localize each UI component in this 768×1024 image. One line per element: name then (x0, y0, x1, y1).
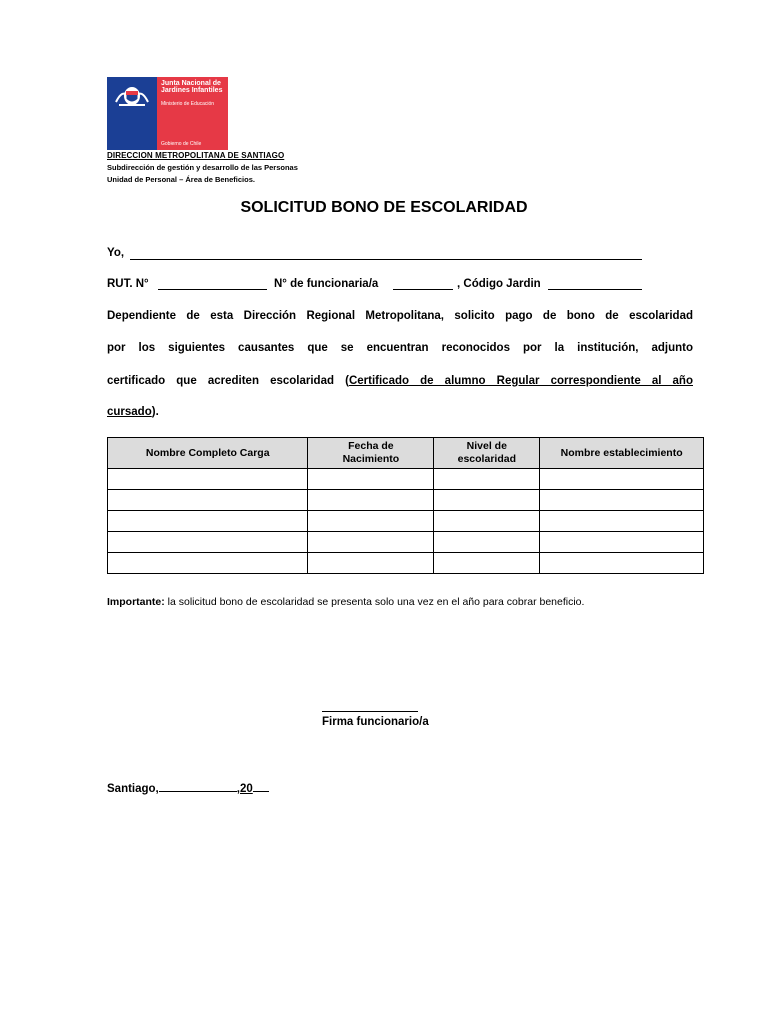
logo-blue-block (107, 77, 157, 150)
col-header-fecha: Fecha de Nacimiento (308, 438, 434, 469)
table-cell[interactable] (434, 553, 540, 574)
table-cell[interactable] (308, 469, 434, 490)
signature-line[interactable] (322, 711, 418, 712)
table-row (108, 532, 704, 553)
table-cell[interactable] (434, 490, 540, 511)
certificate-requirement: Certificado de alumno Regular correspondiente al año (348, 375, 693, 387)
table-cell[interactable] (540, 469, 704, 490)
paragraph-line-4-text: ). (151, 406, 159, 418)
table-row (108, 553, 704, 574)
logo-ministry-text: Ministerio de Educación (161, 101, 215, 107)
funcionaria-field[interactable] (393, 289, 453, 290)
unit-heading: Unidad de Personal – Área de Beneficios. (107, 175, 255, 184)
signature-label: Firma funcionario/a (322, 716, 429, 728)
table-cell[interactable] (540, 511, 704, 532)
date-field[interactable] (159, 780, 237, 792)
logo-government-text: Gobierno de Chile (161, 141, 202, 147)
certificate-requirement-end: cursado (107, 406, 152, 418)
dependents-table (107, 437, 704, 574)
important-label: Importante: (107, 596, 165, 608)
table-cell[interactable] (434, 511, 540, 532)
table-header-row (108, 438, 704, 469)
table-cell[interactable] (308, 511, 434, 532)
coat-of-arms-icon (113, 82, 151, 108)
table-row (108, 469, 704, 490)
col-header-nivel: Nivel de escolaridad (434, 438, 540, 469)
paragraph-line-1: Dependiente de esta Dirección Regional Metropolitana, solicito pago de bono de escolaridad (107, 310, 693, 322)
subdivision-heading: Subdirección de gestión y desarrollo de las Personas (107, 163, 298, 172)
table-cell[interactable] (434, 532, 540, 553)
yo-field[interactable] (130, 259, 642, 260)
yo-label: Yo, (107, 247, 125, 259)
paragraph-line-3 (107, 375, 693, 387)
date-line (107, 780, 269, 795)
table-cell[interactable] (540, 553, 704, 574)
paragraph-line-4 (107, 406, 693, 418)
institution-logo (107, 77, 228, 150)
codigo-jardin-label: , Código Jardin (457, 278, 541, 290)
important-text: la solicitud bono de escolaridad se presenta solo una vez en el año para cobrar beneficio. (164, 596, 585, 608)
form-title: SOLICITUD BONO DE ESCOLARIDAD (240, 199, 528, 216)
funcionaria-label: N° de funcionaria/a (274, 278, 379, 290)
logo-name-text: Junta Nacional de Jardines Infantiles (161, 80, 223, 94)
table-cell[interactable] (434, 469, 540, 490)
office-heading: DIRECCION METROPOLITANA DE SANTIAGO (107, 151, 285, 160)
year-prefix: ,20 (236, 783, 253, 795)
table-cell[interactable] (108, 532, 308, 553)
col-header-establecimiento: Nombre establecimiento (540, 438, 704, 469)
table-row (108, 490, 704, 511)
table-cell[interactable] (108, 511, 308, 532)
city-label: Santiago, (107, 783, 159, 795)
table-cell[interactable] (108, 490, 308, 511)
table-cell[interactable] (108, 553, 308, 574)
year-field[interactable] (253, 780, 269, 792)
col-header-nombre: Nombre Completo Carga (108, 438, 308, 469)
rut-label: RUT. N° (107, 278, 149, 290)
table-cell[interactable] (108, 469, 308, 490)
table-cell[interactable] (540, 532, 704, 553)
paragraph-line-3-text: certificado que acrediten escolaridad ( (107, 375, 349, 387)
table-row (108, 511, 704, 532)
table-cell[interactable] (540, 490, 704, 511)
table-cell[interactable] (308, 490, 434, 511)
paragraph-line-2: por los siguientes causantes que se encuentran reconocidos por la institución, adjunto (107, 342, 693, 354)
table-cell[interactable] (308, 553, 434, 574)
codigo-jardin-field[interactable] (548, 289, 642, 290)
table-cell[interactable] (308, 532, 434, 553)
important-note (107, 596, 584, 608)
rut-field[interactable] (158, 289, 267, 290)
